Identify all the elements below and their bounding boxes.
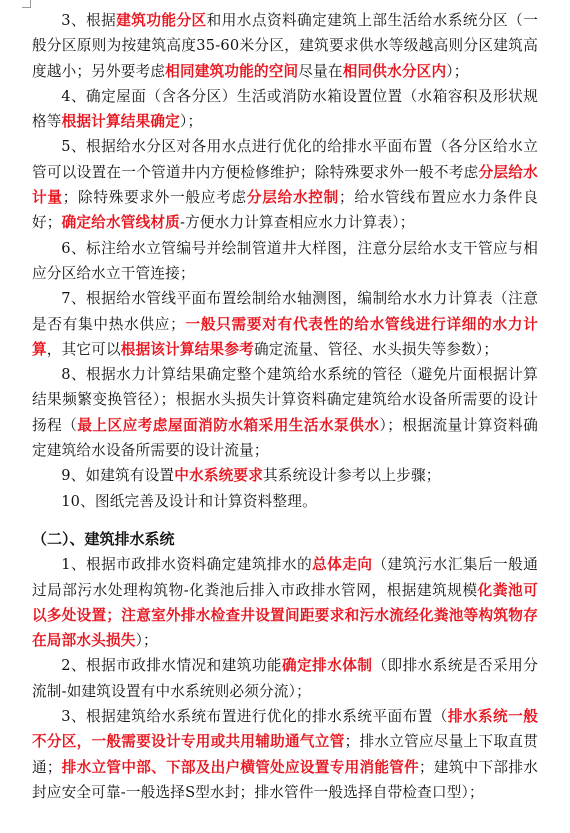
- paragraph-item-4: [32, 84, 538, 135]
- body-text: ，其它可以: [46, 340, 121, 358]
- body-text: （即排水系统是否采用分流制-如建筑设置有中水系统则必须分流）；: [32, 657, 538, 700]
- body-text: 5、根据给水分区对各用水点进行优化的给排水平面布置（各分区给水立管可以设置在一个管道井内方便检修维护；除特殊要求外一般不考虑: [32, 138, 538, 181]
- highlighted-text: 相同建筑功能的空间: [165, 62, 299, 80]
- paragraph-item-5: [32, 134, 538, 235]
- body-text: 9、如建筑有设置: [61, 467, 175, 485]
- highlighted-text: 根据该计算结果参考: [120, 340, 254, 358]
- highlighted-text: 确定排水体制: [282, 657, 373, 675]
- body-text: ）；: [135, 632, 158, 650]
- paragraph-drainage-3: [32, 704, 538, 805]
- paragraph-item-9: [32, 463, 538, 488]
- body-text: ）；: [179, 113, 203, 131]
- body-text: （建筑污水汇集后一般通过局部污水处理构筑物-化粪池后排入市政排水管网，根据建筑规模: [32, 556, 539, 599]
- body-text: 1、根据市政排水资料确定建筑排水的: [61, 556, 313, 574]
- body-text: 8、根据水力计算结果确定整个建筑给水系统的管径（避免片面根据计算结果频繁变换管径）；根据水头损失计算资料确定建筑给水设备所需要的设计扬程（: [32, 366, 538, 434]
- body-text: 尽量在: [298, 62, 343, 80]
- page-corner-mark: [22, 0, 31, 8]
- highlighted-text: 确定给水管线材质: [61, 214, 180, 232]
- body-text: -方便水力计算查相应水力计算表）；: [179, 214, 415, 232]
- body-text: 2、根据市政排水情况和建筑功能: [61, 657, 282, 675]
- highlighted-text: 总体走向: [312, 556, 373, 574]
- body-text: ；排水立管应尽量上下取直贯通；: [32, 733, 539, 776]
- highlighted-text: 建筑功能分区: [116, 12, 207, 29]
- highlighted-text: 化粪池可以多处设置；注意室外排水检查井设置间距要求和污水流经化粪池等构筑物存在局部水头损失: [32, 581, 538, 650]
- paragraph-item-8: [32, 362, 538, 463]
- body-text: 6、标注给水立管编号并绘制管道井大样图，注意分层给水支干管应与相应分区给水立干管连接；: [32, 239, 538, 282]
- section-two-list: [32, 552, 538, 805]
- paragraph-drainage-2: [32, 653, 538, 704]
- highlighted-text: 根据计算结果确定: [61, 113, 180, 131]
- body-text: ；给水管线布置应水力条件良好；: [32, 189, 539, 232]
- highlighted-text: 排水系统一般不分区，一般需要设计专用或共用辅助通气立管: [32, 708, 538, 751]
- highlighted-text: 最上区应考虑屋面消防水箱采用生活水泵供水: [77, 416, 380, 434]
- highlighted-text: 分层给水控制: [246, 189, 340, 207]
- body-text: 3、根据建筑给水系统布置进行优化的排水系统平面布置（: [61, 708, 448, 726]
- body-text: 3、根据: [61, 12, 117, 29]
- paragraph-item-7: [32, 286, 538, 362]
- body-text: 4、确定屋面（含各分区）生活或消防水箱设置位置（水箱容积及形状规格等: [32, 87, 538, 131]
- highlighted-text: 一般只需要对有代表性的给水管线进行详细的水力计算: [32, 315, 538, 358]
- body-text: ）；: [446, 62, 469, 80]
- body-text: ；建筑中下部排水封应安全可靠-一般选择S型水封；排水管件一般选择自带检查口型）；: [32, 758, 538, 801]
- highlighted-text: 相同供水分区内: [342, 62, 447, 80]
- body-text: 和用水点资料确定建筑上部生活给水系统分区（一般分区原则为按建筑高度35-60米分区，建筑要求供水等级越高则分区建筑高度越小；另外要考虑: [32, 12, 539, 80]
- body-text: 10、图纸完善及设计和计算资料整理。: [61, 492, 317, 510]
- body-text: ）；根据流量计算资料确定建筑给水设备所需要的设计流量；: [32, 416, 538, 460]
- section-one-list: [32, 8, 538, 514]
- body-text: 确定流量、管径、水头损失等参数）；: [253, 340, 499, 358]
- paragraph-item-6: [32, 236, 538, 287]
- paragraph-item-3: [32, 8, 538, 84]
- body-text: 其系统设计参考以上步骤；: [263, 467, 441, 485]
- highlighted-text: 排水立管中部、下部及出户横管处应设置专用消能管件: [61, 758, 420, 776]
- highlighted-text: 中水系统要求: [174, 467, 263, 485]
- body-text: 7、根据给水管线平面布置绘制给水轴测图，编制给水水力计算表（注意是否有集中热水供应；: [32, 290, 538, 333]
- paragraph-item-10: [32, 489, 538, 514]
- body-text: ；除特殊要求外一般应考虑: [62, 189, 247, 207]
- section-heading-drainage: （二）、建筑排水系统: [32, 529, 175, 548]
- paragraph-drainage-1: [32, 552, 538, 653]
- highlighted-text: 分层给水计量: [32, 163, 538, 207]
